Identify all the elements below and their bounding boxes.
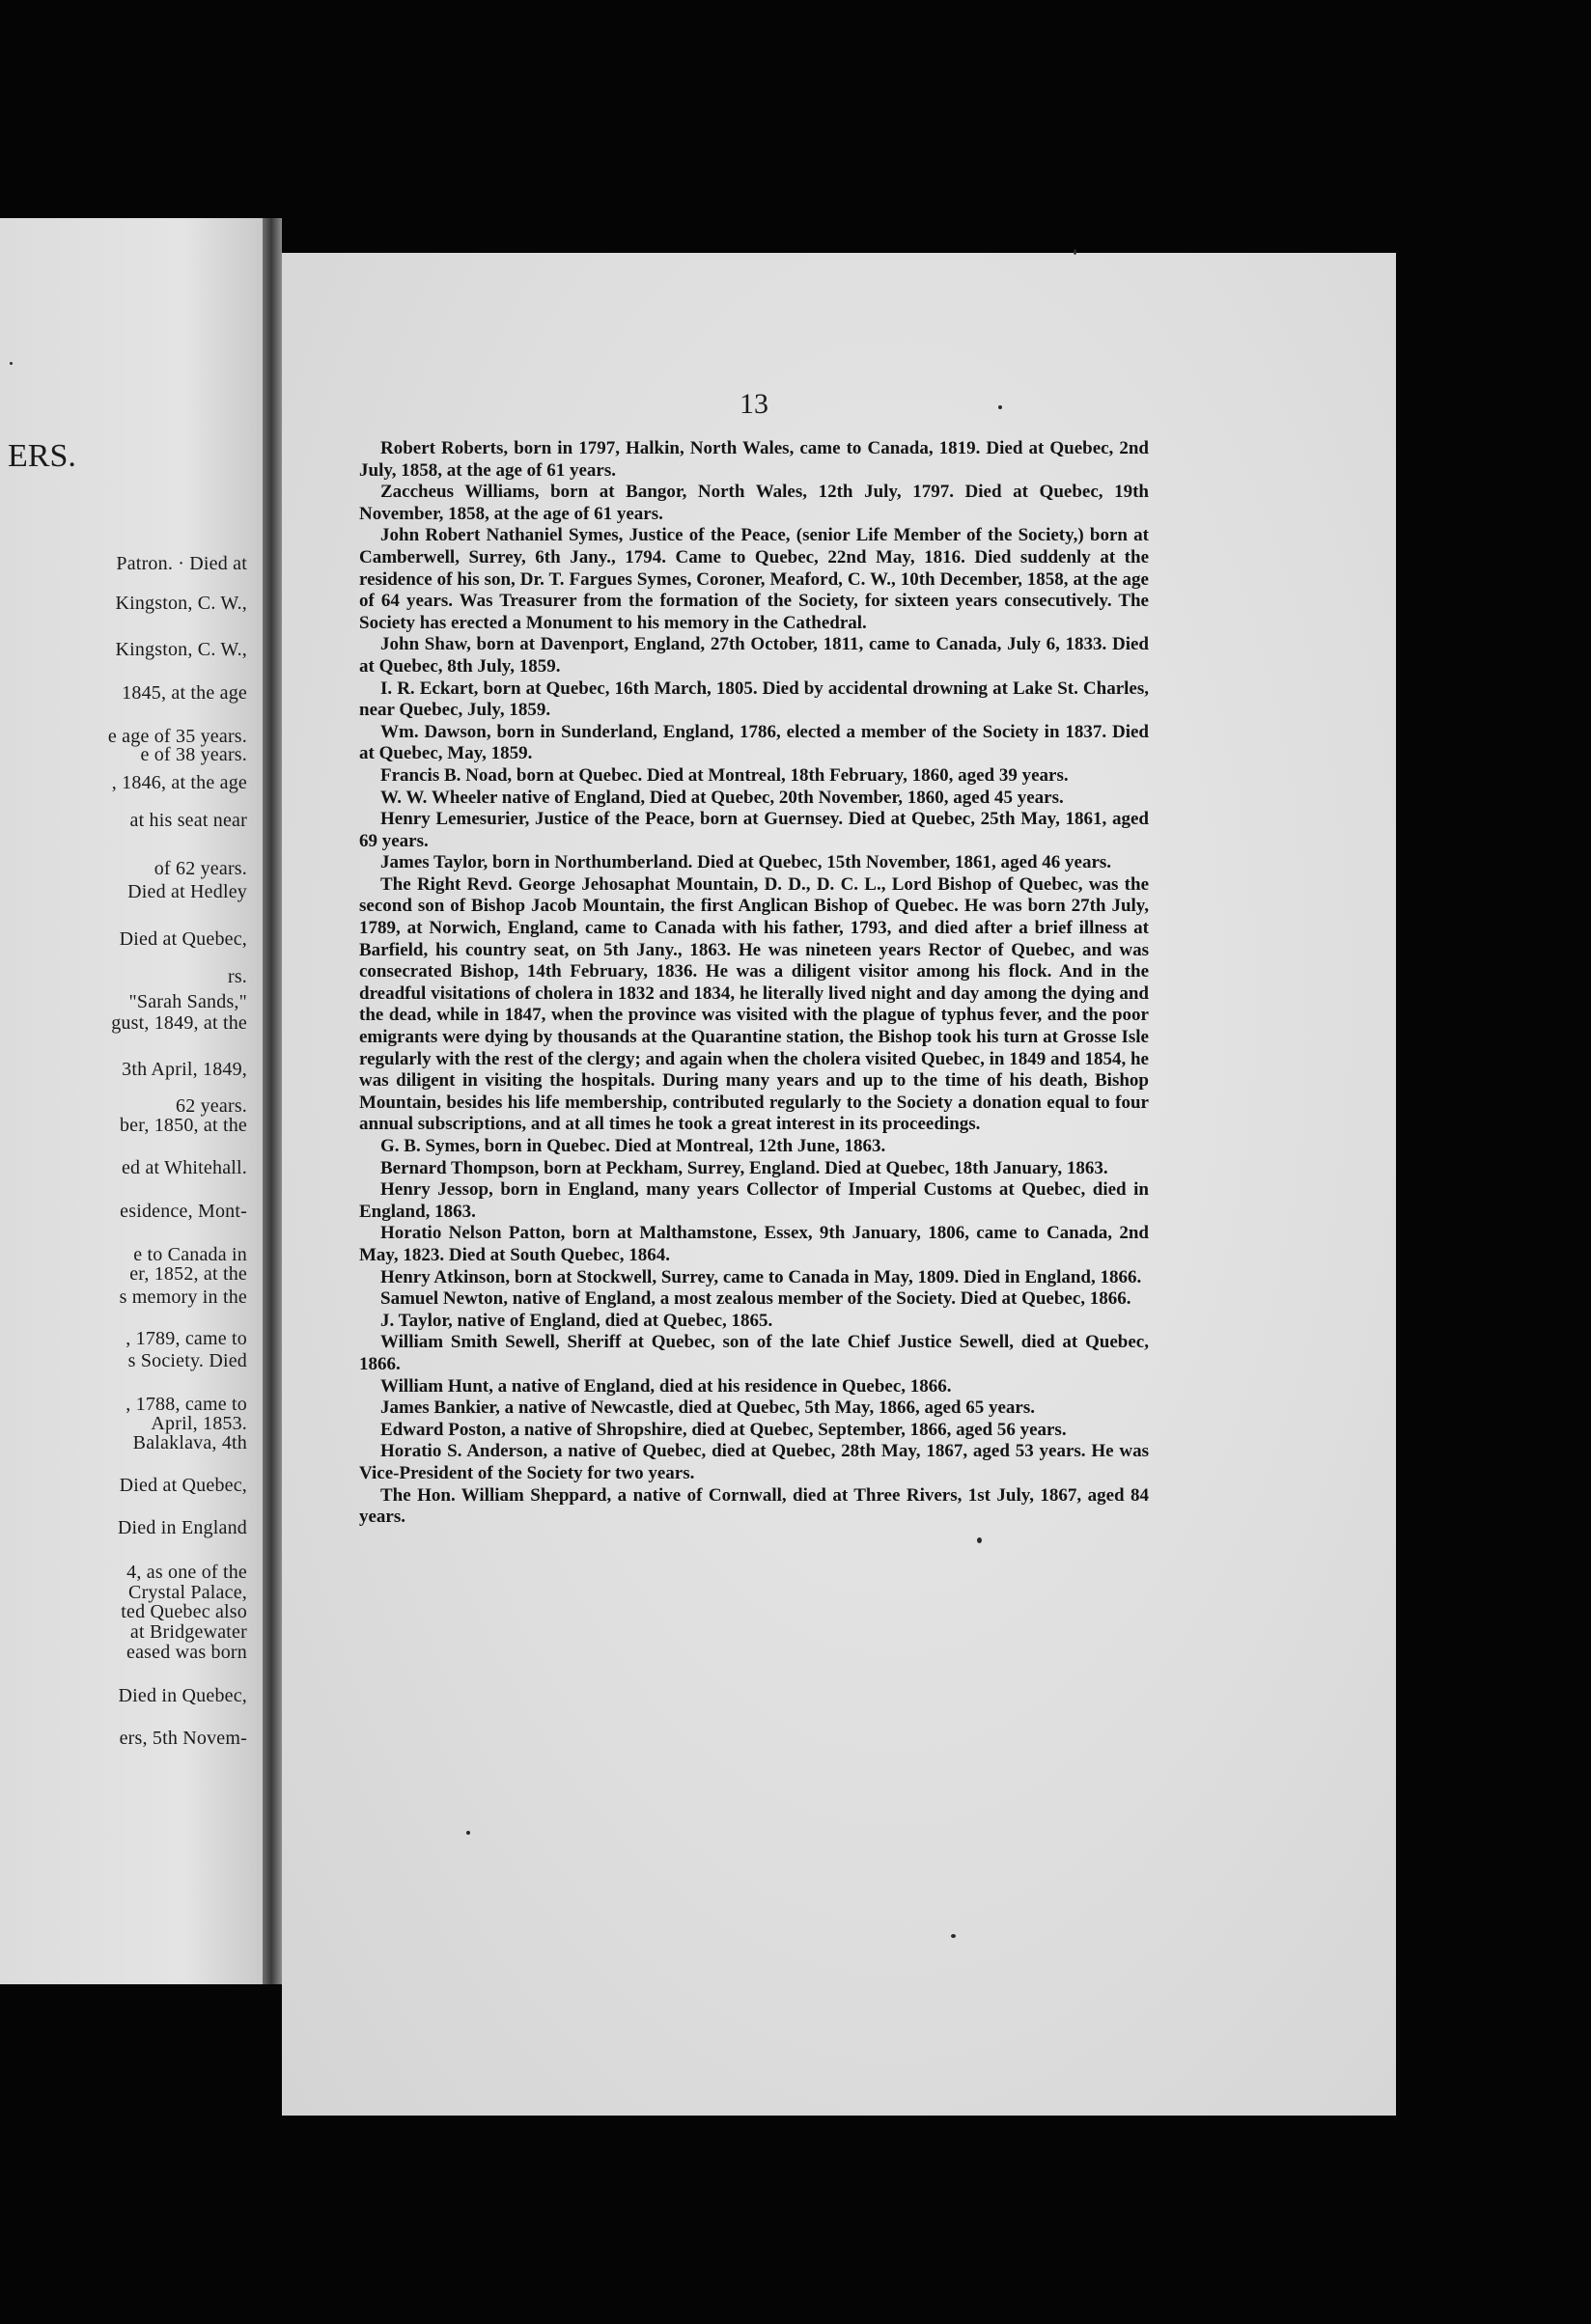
obituary-entries <box>359 438 1149 1529</box>
obituary-entry: Robert Roberts, born in 1797, Halkin, North Wales, came to Canada, 1819. Died at Quebec, 2nd July, 1858, at the age of 61 years. <box>359 438 1149 481</box>
obituary-entry: Francis B. Noad, born at Quebec. Died at Montreal, 18th February, 1860, aged 39 years. <box>380 764 1069 786</box>
left-page-line: Balaklava, 4th <box>132 1432 247 1453</box>
left-page-line: Died at Hedley <box>127 881 247 902</box>
left-page-line: , 1789, came to <box>126 1328 247 1349</box>
left-page-line: esidence, Mont- <box>120 1201 247 1222</box>
left-page-line: gust, 1849, at the <box>111 1012 247 1034</box>
left-page-line: Kingston, C. W., <box>115 593 247 614</box>
obituary-entry: Henry Lemesurier, Justice of the Peace, born at Guernsey. Died at Quebec, 25th May, 1861, aged 69 years. <box>359 809 1149 851</box>
obituary-entry: James Taylor, born in Northumberland. Died at Quebec, 15th November, 1861, aged 46 years. <box>380 852 1112 873</box>
left-page-line: rs. <box>227 966 247 987</box>
obituary-entry: Henry Atkinson, born at Stockwell, Surrey, came to Canada in May, 1809. Died in England, 1866. <box>380 1266 1142 1287</box>
left-page-line: Crystal Palace, <box>128 1582 247 1603</box>
left-page-line: 1845, at the age <box>122 682 247 704</box>
left-page-line: at Bridgewater <box>129 1621 247 1643</box>
left-page-line: , 1846, at the age <box>111 772 247 793</box>
left-page-line: , 1788, came to <box>126 1394 247 1415</box>
left-page-line: at his seat near <box>129 810 247 831</box>
left-page-line: 62 years. <box>176 1095 247 1117</box>
obituary-entry: The Right Revd. George Jehosaphat Mountain, D. D., D. C. L., Lord Bishop of Quebec, was the second son of Bishop Jacob Mountain, the first Anglican Bishop of Quebec. He was born 27th July, 1789, at Norwich, England, came to Canada with his father, 1793, and died after a brief illness at Barfield, his country seat, on 5th Jany., 1863. He was nineteen years Rector of Quebec, and was consecrated Bishop, 14th February, 1836. He was a diligent visitor among his flock. And in the dreadful visitations of cholera in 1832 and 1834, he literally lived night and day among the dying and the dead, while in 1847, when the province was visited with the plague of typhus fever, and the poor emigrants were dying by thousands at the Quarantine station, the Bishop took his turn at Grosse Isle regularly with the rest of the clergy; and again when the cholera visited Quebec, in 1849 and 1854, he was diligent in visiting the hospitals. During many years and up to the time of his death, Bishop Mountain, besides his life membership, contributed regularly to the Society a donation equal to four annual subscriptions, and at all times he took a great interest in its proceedings. <box>359 873 1149 1135</box>
left-page-line: Kingston, C. W., <box>115 639 247 660</box>
left-page-line: e age of 35 years. <box>107 726 247 747</box>
left-page-line: ber, 1850, at the <box>119 1115 247 1136</box>
left-page-line: April, 1853. <box>151 1413 247 1434</box>
left-heading-fragment: ERS. <box>8 438 76 474</box>
obituary-entry: G. B. Symes, born in Quebec. Died at Montreal, 12th June, 1863. <box>380 1136 886 1156</box>
left-page-line: 4, as one of the <box>126 1562 247 1583</box>
obituary-entry: Wm. Dawson, born in Sunderland, England, 1786, elected a member of the Society in 1837. Died at Quebec, May, 1859. <box>359 721 1149 764</box>
left-page-line: e of 38 years. <box>140 744 247 765</box>
left-page-line: eased was born <box>126 1642 247 1663</box>
left-page-line: Died at Quebec, <box>119 1475 247 1496</box>
left-page-line: Died at Quebec, <box>119 928 247 950</box>
obituary-entry: The Hon. William Sheppard, a native of Cornwall, died at Three Rivers, 1st July, 1867, aged 84 years. <box>359 1484 1149 1528</box>
left-page-line: ers, 5th Novem- <box>119 1728 247 1749</box>
obituary-entry: John Robert Nathaniel Symes, Justice of the Peace, (senior Life Member of the Society,) born at Camberwell, Surrey, 6th Jany., 1794. Came to Quebec, 22nd May, 1816. Died suddenly at the residence of his son, Dr. T. Fargues Symes, Coroner, Meaford, C. W., 10th December, 1858, at the age of 64 years. Was Treasurer from the formation of the Society, for sixteen years consecutively. The Society has erected a Monument to his memory in the Cathedral. <box>359 525 1149 633</box>
left-page-line: "Sarah Sands," <box>128 991 247 1012</box>
left-page-line: s memory in the <box>119 1286 247 1308</box>
obituary-entry: J. Taylor, native of England, died at Quebec, 1865. <box>380 1310 773 1331</box>
obituary-entry: Horatio Nelson Patton, born at Malthamstone, Essex, 9th January, 1806, came to Canada, 2nd May, 1823. Died at South Quebec, 1864. <box>359 1223 1149 1265</box>
obituary-entry: Zaccheus Williams, born at Bangor, North Wales, 12th July, 1797. Died at Quebec, 19th November, 1858, at the age of 61 years. <box>359 482 1149 524</box>
left-page-line: of 62 years. <box>154 858 247 879</box>
obituary-entry: James Bankier, a native of Newcastle, died at Quebec, 5th May, 1866, aged 65 years. <box>380 1397 1035 1419</box>
left-page-line: Died in England <box>117 1517 247 1538</box>
left-page-line: ted Quebec also <box>121 1601 247 1622</box>
obituary-entry: Henry Jessop, born in England, many years Collector of Imperial Customs at Quebec, died in England, 1863. <box>359 1179 1149 1222</box>
obituary-entry: W. W. Wheeler native of England, Died at Quebec, 20th November, 1860, aged 45 years. <box>380 787 1064 808</box>
obituary-entry: John Shaw, born at Davenport, England, 27th October, 1811, came to Canada, July 6, 1833. Died at Quebec, 8th July, 1859. <box>359 634 1149 677</box>
obituary-entry: I. R. Eckart, born at Quebec, 16th March, 1805. Died by accidental drowning at Lake St. Charles, near Quebec, July, 1859. <box>359 678 1149 721</box>
obituary-entry: William Hunt, a native of England, died at his residence in Quebec, 1866. <box>380 1375 952 1397</box>
obituary-entry: Edward Poston, a native of Shropshire, died at Quebec, September, 1866, aged 56 years. <box>380 1419 1067 1440</box>
left-page-line: Patron. · Died at <box>116 553 247 574</box>
left-page-line: e to Canada in <box>133 1244 247 1265</box>
obituary-entry: Horatio S. Anderson, a native of Quebec, died at Quebec, 28th May, 1867, aged 53 years. He was Vice-President of the Society for two years. <box>359 1441 1149 1483</box>
obituary-entry: William Smith Sewell, Sheriff at Quebec, son of the late Chief Justice Sewell, died at Quebec, 1866. <box>359 1332 1149 1374</box>
obituary-entry: Samuel Newton, native of England, a most zealous member of the Society. Died at Quebec, 1866. <box>380 1288 1131 1310</box>
left-page-line: s Society. Died <box>127 1350 247 1371</box>
obituary-entry: Bernard Thompson, born at Peckham, Surrey, England. Died at Quebec, 18th January, 1863. <box>380 1157 1108 1178</box>
previous-page-fragment <box>0 218 263 1984</box>
left-page-line: Died in Quebec, <box>118 1685 247 1706</box>
book-gutter <box>263 218 282 1984</box>
left-page-line: 3th April, 1849, <box>122 1059 247 1080</box>
left-page-line: er, 1852, at the <box>129 1263 247 1285</box>
left-page-line: ed at Whitehall. <box>121 1157 247 1178</box>
page-number: 13 <box>740 388 768 420</box>
current-page <box>282 253 1396 2116</box>
